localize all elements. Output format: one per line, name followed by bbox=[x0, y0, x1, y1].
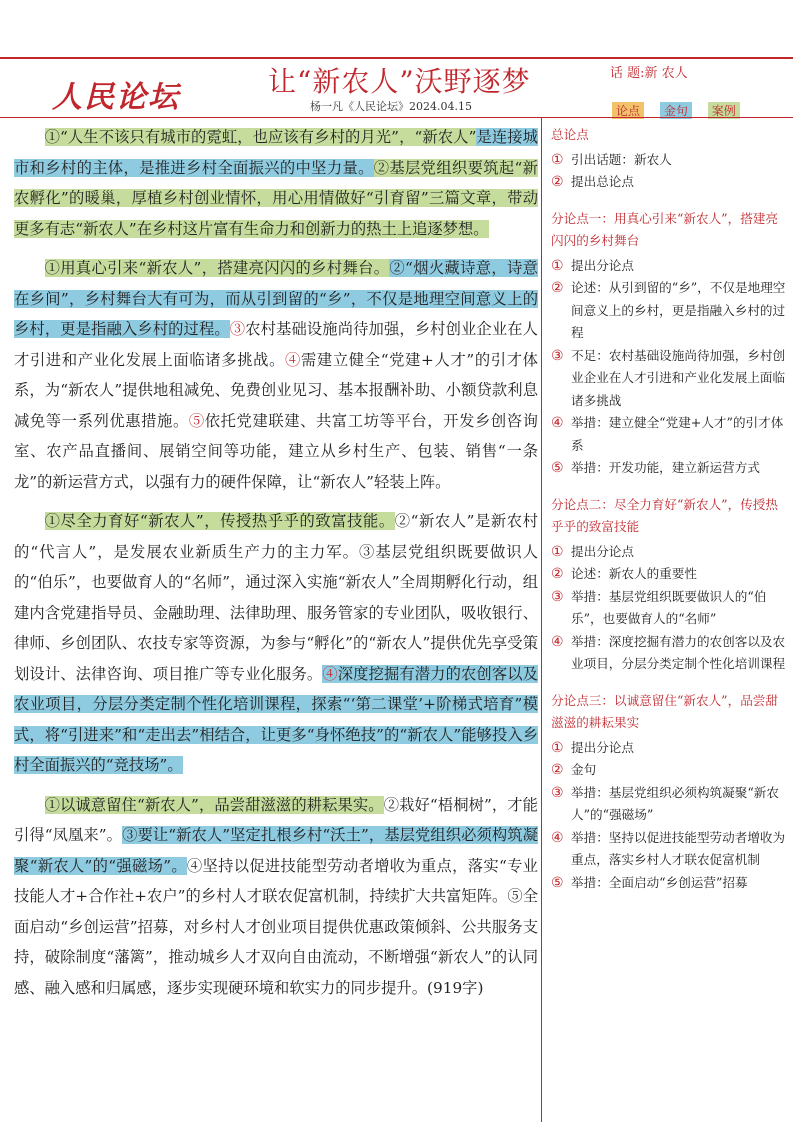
sidebar-item bbox=[551, 541, 787, 564]
text-segment: ④ bbox=[285, 350, 301, 369]
sidebar-item-text: 金句 bbox=[571, 762, 597, 777]
sidebar-item-text: 举措：基层党组织既要做识人的“伯乐”，也要做育人的“名师” bbox=[571, 588, 767, 626]
sidebar-item bbox=[551, 412, 787, 457]
text-segment: ⑤ bbox=[188, 411, 205, 430]
top-rule bbox=[0, 57, 793, 59]
sidebar-item-number: ① bbox=[551, 257, 564, 274]
sidebar-item-text: 提出总论点 bbox=[571, 174, 634, 189]
sidebar-item-text: 举措：深度挖掘有潜力的农创客以及农业项目，分层分类定制个性化培训课程 bbox=[571, 633, 786, 671]
text-segment: ④坚持以促进技能型劳动者增收为重点，落实“专业技能人才+合作社+农户”的乡村人才联农促富机制，持续扩大共富矩阵。⑤全面启动“乡创运营”招募，对乡村人才创业项目提供优惠政策倾斜、公共服务支持，破除制度“藩篱”，推动城乡人才双向自由流动，不断增强“新农人”的认同感、融入感和归属感，逐步实现硬环境和软实力的同步提升。(919字) bbox=[14, 856, 538, 997]
sidebar-section bbox=[551, 208, 787, 480]
legend-jinju: 金句 bbox=[660, 102, 692, 119]
sidebar-item bbox=[551, 872, 787, 895]
byline: 杨一凡《人民论坛》2024.04.15 bbox=[310, 100, 472, 113]
sidebar-item bbox=[551, 563, 787, 586]
text-segment: ①以诚意留住“新农人”，品尝甜滋滋的耕耘果实。 bbox=[44, 795, 384, 814]
text-segment: 依托党建联建、共富工坊等平台，开发乡创咨询室、农产品直播间、展销空间等功能，建立从乡村生产、包装、销售“一条龙”的新运营方式，以强有力的硬件保障，让“新农人”轻装上阵。 bbox=[14, 411, 538, 491]
sidebar-section-heading: 分论点二：尽全力育好“新农人”，传授热乎乎的致富技能 bbox=[551, 496, 778, 534]
sidebar-item-number: ④ bbox=[551, 415, 564, 431]
sidebar-section bbox=[551, 690, 787, 895]
sidebar-item bbox=[551, 759, 787, 782]
sidebar-section-heading: 总论点 bbox=[551, 127, 589, 142]
text-segment: ①尽全力育好“新农人”，传授热乎乎的致富技能。 bbox=[44, 512, 395, 530]
paragraph-3 bbox=[14, 506, 538, 781]
page-title: 让“新农人”沃野逐梦 bbox=[268, 65, 531, 98]
sidebar-section-heading: 分论点三：以诚意留住“新农人”，品尝甜滋滋的耕耘果实 bbox=[551, 692, 778, 730]
sidebar-item-text: 提出分论点 bbox=[571, 543, 634, 559]
sidebar-item-number: ① bbox=[551, 151, 564, 168]
text-segment: ②栽好“梧桐树”，才能引得“凤凰来”。 bbox=[14, 795, 538, 844]
text-segment: ②“烟火藏诗意，诗意在乡间”，乡村舞台大有可为，而从引到留的“乡”，不仅是地理空间意义上的乡村，更是指融入乡村的过程。 bbox=[14, 259, 538, 338]
legend-lundian: 论点 bbox=[612, 102, 644, 119]
sidebar-item-text: 论述：从引到留的“乡”，不仅是地理空间意义上的乡村，更是指融入乡村的过程 bbox=[571, 280, 786, 340]
sidebar-item-number: ③ bbox=[551, 347, 564, 364]
sidebar-item-text: 提出分论点 bbox=[571, 739, 634, 755]
text-segment: ④ bbox=[322, 664, 338, 683]
sidebar-item bbox=[551, 827, 787, 872]
sidebar-item-number: ④ bbox=[551, 829, 564, 846]
topic-label: 话 题:新 农人 bbox=[610, 66, 688, 81]
text-segment: ①“人生不该只有城市的霓虹，也应该有乡村的月光”，“新农人” bbox=[44, 128, 477, 146]
legend-anli: 案例 bbox=[708, 102, 740, 119]
text-segment: ①用真心引来“新农人”，搭建亮闪闪的乡村舞台。 bbox=[44, 259, 390, 277]
text-segment: ③ bbox=[229, 320, 246, 338]
sidebar-item-text: 举措：开发功能，建立新运营方式 bbox=[571, 460, 760, 475]
sidebar-item bbox=[551, 149, 787, 172]
sidebar-item-number: ③ bbox=[551, 588, 564, 605]
sidebar-item bbox=[551, 457, 787, 480]
text-segment: 是连接城市和乡村的主体，是推进乡村全面振兴的中坚力量。 bbox=[14, 128, 538, 177]
header-divider bbox=[0, 117, 793, 118]
sidebar-item bbox=[551, 277, 787, 345]
paragraph-4 bbox=[14, 790, 538, 1004]
sidebar-item-text: 论述：新农人的重要性 bbox=[571, 566, 697, 581]
sidebar-item-text: 提出分论点 bbox=[571, 257, 634, 273]
sidebar-item-number: ④ bbox=[551, 633, 564, 650]
sidebar-item bbox=[551, 255, 787, 278]
sidebar-item-text: 引出话题：新农人 bbox=[571, 151, 672, 167]
sidebar-section bbox=[551, 494, 787, 676]
sidebar-item-number: ① bbox=[551, 543, 564, 560]
sidebar-item bbox=[551, 586, 787, 631]
text-segment: ③要让“新农人”坚定扎根乡村“沃土”，基层党组织必须构筑凝聚“新农人”的“强磁场”。 bbox=[14, 826, 538, 875]
sidebar-item-number: ⑤ bbox=[551, 874, 564, 891]
sidebar-item bbox=[551, 737, 787, 760]
sidebar-item-text: 举措：基层党组织必须构筑凝聚“新农人”的“强磁场” bbox=[571, 784, 779, 822]
sidebar-item-number: ① bbox=[551, 739, 564, 756]
text-segment: 深度挖掘有潜力的农创客以及农业项目，分层分类定制个性化培训课程，探索“‘第二课堂’+阶梯式培育”模式，将“引进来”和“走出去”相结合，让更多“身怀绝技”的“新农人”能够投入乡村全面振兴的“竞技场”。 bbox=[14, 664, 538, 774]
publication-logo: 人民论坛 bbox=[52, 80, 180, 115]
text-segment: 需建立健全“党建+人才”的引才体系，为“新农人”提供地租减免、免费创业见习、基本报酬补助、小额贷款利息减免等一系列优惠措施。 bbox=[14, 350, 538, 430]
sidebar-item bbox=[551, 345, 787, 413]
annotation-sidebar bbox=[551, 124, 787, 908]
sidebar-item-number: ② bbox=[551, 566, 564, 582]
sidebar-item-number: ③ bbox=[551, 784, 564, 801]
sidebar-item-number: ② bbox=[551, 174, 564, 190]
sidebar-item-number: ⑤ bbox=[551, 460, 564, 476]
column-divider bbox=[541, 117, 542, 1122]
text-segment: ②“新农人”是新农村的“代言人”，是发展农业新质生产力的主力军。③基层党组织既要做识人的“伯乐”，也要做育人的“名师”，通过深入实施“新农人”全周期孵化行动，组建内含党建指导员、金融助理、法律助理、服务管家的专业团队，吸收银行、律师、乡创团队、农技专家等资源，为参与“孵化”的“新农人”提供优先享受策划设计、法律咨询、项目推广等专业化服务。 bbox=[14, 512, 538, 683]
paragraph-1 bbox=[14, 122, 538, 244]
sidebar-section bbox=[551, 124, 787, 194]
sidebar-item bbox=[551, 782, 787, 827]
paragraph-2 bbox=[14, 253, 538, 497]
sidebar-item-text: 举措：建立健全“党建+人才”的引才体系 bbox=[571, 415, 784, 453]
sidebar-item-text: 举措：坚持以促进技能型劳动者增收为重点，落实乡村人才联农促富机制 bbox=[571, 829, 786, 867]
sidebar-item-number: ② bbox=[551, 280, 564, 296]
sidebar-item bbox=[551, 631, 787, 676]
article-body bbox=[14, 122, 538, 1012]
sidebar-item-number: ② bbox=[551, 762, 564, 778]
sidebar-item-text: 举措：全面启动“乡创运营”招募 bbox=[571, 874, 748, 890]
sidebar-section-heading: 分论点一：用真心引来“新农人”，搭建亮闪闪的乡村舞台 bbox=[551, 210, 778, 248]
sidebar-item-text: 不足：农村基础设施尚待加强，乡村创业企业在人才引进和产业化发展上面临诸多挑战 bbox=[571, 347, 786, 408]
text-segment: ②基层党组织要筑起“新农孵化”的暖巢，厚植乡村创业情怀，用心用情做好“引育留”三篇文章，带动更多有志“新农人”在乡村这片富有生命力和创新力的热土上追逐梦想。 bbox=[14, 158, 538, 238]
sidebar-item bbox=[551, 171, 787, 194]
text-segment: 农村基础设施尚待加强，乡村创业企业在人才引进和产业化发展上面临诸多挑战。 bbox=[14, 320, 538, 369]
